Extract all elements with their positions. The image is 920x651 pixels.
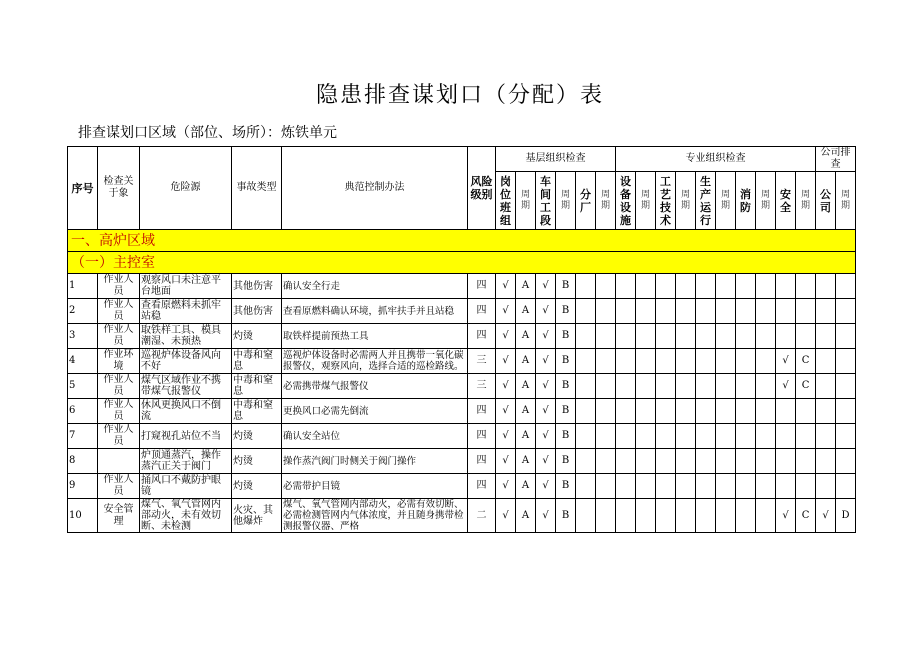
- row-object: 作业人员: [98, 374, 140, 399]
- row-period-cell: [636, 274, 656, 299]
- row-check-cell: [816, 449, 836, 474]
- row-check-cell: [696, 474, 716, 499]
- row-number: 1: [68, 274, 98, 299]
- row-check-cell: [816, 324, 836, 349]
- row-period-cell: B: [556, 299, 576, 324]
- row-period-cell: [716, 374, 736, 399]
- row-period-cell: A: [516, 374, 536, 399]
- row-accident-type: 火灾、其他爆炸: [232, 499, 282, 533]
- header-checker: 车间工段: [536, 172, 556, 230]
- row-period-cell: C: [796, 349, 816, 374]
- row-object: 作业人员: [98, 324, 140, 349]
- row-control-measure: 巡视炉体设备时必需两人并且携带一氧化碳报警仪，观察风向，选择合适的巡检路线。: [282, 349, 468, 374]
- row-check-cell: [736, 449, 756, 474]
- row-check-cell: [696, 324, 716, 349]
- row-check-cell: √: [536, 299, 556, 324]
- row-check-cell: [696, 374, 716, 399]
- area-subtitle: 排查谋划口区域（部位、场所）：炼铁单元: [78, 125, 337, 141]
- row-check-cell: [816, 274, 836, 299]
- row-check-cell: √: [536, 499, 556, 533]
- row-check-cell: [576, 324, 596, 349]
- row-check-cell: √: [776, 374, 796, 399]
- row-risk-level: 四: [468, 324, 496, 349]
- row-period-cell: [796, 474, 816, 499]
- row-period-cell: A: [516, 349, 536, 374]
- row-hazard: 煤气区域作业不携带煤气报警仪: [140, 374, 232, 399]
- section-main-control-room: （一）主控室: [68, 252, 856, 274]
- header-period: 周期: [556, 172, 576, 230]
- row-check-cell: [776, 324, 796, 349]
- row-period-cell: [756, 274, 776, 299]
- row-risk-level: 四: [468, 449, 496, 474]
- row-period-cell: [836, 374, 856, 399]
- header-checker: 岗位班组: [496, 172, 516, 230]
- row-check-cell: [776, 424, 796, 449]
- row-check-cell: [576, 449, 596, 474]
- header-period: 周期: [796, 172, 816, 230]
- table-row: [68, 424, 856, 449]
- row-check-cell: [696, 449, 716, 474]
- row-period-cell: [596, 449, 616, 474]
- row-period-cell: [756, 299, 776, 324]
- table-row: [68, 274, 856, 299]
- row-period-cell: B: [556, 374, 576, 399]
- row-period-cell: A: [516, 399, 536, 424]
- table-row: [68, 299, 856, 324]
- row-check-cell: [656, 274, 676, 299]
- row-check-cell: [736, 424, 756, 449]
- row-check-cell: [736, 324, 756, 349]
- row-period-cell: B: [556, 399, 576, 424]
- section-blast-furnace: 一、高炉区域: [68, 230, 856, 252]
- row-check-cell: √: [536, 374, 556, 399]
- row-control-measure: 更换风口必需先倒流: [282, 399, 468, 424]
- row-period-cell: B: [556, 474, 576, 499]
- header-period: 周期: [636, 172, 656, 230]
- row-control-measure: 查看原燃料确认环境，抓牢扶手并且站稳: [282, 299, 468, 324]
- header-control: 典范控制办法: [282, 147, 468, 230]
- row-check-cell: [696, 349, 716, 374]
- row-check-cell: [776, 449, 796, 474]
- row-check-cell: √: [776, 499, 796, 533]
- header-group-base: 基层组织检查: [496, 147, 616, 172]
- row-period-cell: [636, 374, 656, 399]
- row-period-cell: [836, 424, 856, 449]
- row-hazard: 观察风口未注意平台地面: [140, 274, 232, 299]
- row-object: 作业环境: [98, 349, 140, 374]
- row-check-cell: [656, 449, 676, 474]
- row-check-cell: [576, 424, 596, 449]
- header-checker: 分厂: [576, 172, 596, 230]
- header-period: 周期: [596, 172, 616, 230]
- row-hazard: 查看原燃料未抓牢站稳: [140, 299, 232, 324]
- row-check-cell: [616, 349, 636, 374]
- row-check-cell: [576, 399, 596, 424]
- row-period-cell: [836, 399, 856, 424]
- row-check-cell: √: [536, 349, 556, 374]
- row-object: 作业人员: [98, 399, 140, 424]
- table-row: [68, 499, 856, 533]
- row-period-cell: [596, 374, 616, 399]
- hazard-table: [67, 146, 856, 533]
- row-check-cell: [576, 299, 596, 324]
- row-control-measure: 确认安全行走: [282, 274, 468, 299]
- row-period-cell: [796, 449, 816, 474]
- row-accident-type: 中毒和窒息: [232, 349, 282, 374]
- row-check-cell: √: [496, 324, 516, 349]
- row-risk-level: 三: [468, 374, 496, 399]
- row-check-cell: [736, 374, 756, 399]
- table-row: [68, 474, 856, 499]
- row-accident-type: 灼烫: [232, 324, 282, 349]
- row-check-cell: [656, 299, 676, 324]
- header-checker: 生产运行: [696, 172, 716, 230]
- row-period-cell: C: [796, 499, 816, 533]
- row-period-cell: [756, 449, 776, 474]
- row-period-cell: [836, 449, 856, 474]
- row-period-cell: [756, 499, 776, 533]
- header-risk: 风险级别: [468, 147, 496, 230]
- row-period-cell: [636, 399, 656, 424]
- row-accident-type: 中毒和窒息: [232, 399, 282, 424]
- row-period-cell: [796, 299, 816, 324]
- row-check-cell: [616, 399, 636, 424]
- row-check-cell: [776, 399, 796, 424]
- row-period-cell: [636, 424, 656, 449]
- row-period-cell: [716, 399, 736, 424]
- header-seq: 序号: [68, 147, 98, 230]
- row-period-cell: [796, 274, 816, 299]
- row-period-cell: A: [516, 324, 536, 349]
- row-check-cell: √: [776, 349, 796, 374]
- row-check-cell: [656, 374, 676, 399]
- row-accident-type: 其他伤害: [232, 274, 282, 299]
- row-period-cell: [716, 474, 736, 499]
- row-period-cell: [836, 349, 856, 374]
- row-period-cell: [716, 274, 736, 299]
- row-risk-level: 四: [468, 299, 496, 324]
- row-period-cell: A: [516, 424, 536, 449]
- row-hazard: 休风更换风口不倒流: [140, 399, 232, 424]
- row-check-cell: [696, 274, 716, 299]
- row-period-cell: [636, 449, 656, 474]
- row-check-cell: √: [496, 399, 516, 424]
- row-number: 7: [68, 424, 98, 449]
- row-accident-type: 灼烫: [232, 474, 282, 499]
- row-check-cell: √: [536, 424, 556, 449]
- row-hazard: 取铁样工具、模具潮湿、未预热: [140, 324, 232, 349]
- row-hazard: 煤气、氧气管网内部动火，未有效切断、未检测: [140, 499, 232, 533]
- row-check-cell: √: [496, 474, 516, 499]
- row-check-cell: √: [536, 324, 556, 349]
- row-check-cell: [616, 474, 636, 499]
- row-check-cell: [576, 374, 596, 399]
- row-check-cell: [816, 349, 836, 374]
- row-check-cell: [696, 424, 716, 449]
- row-period-cell: [676, 424, 696, 449]
- row-period-cell: A: [516, 499, 536, 533]
- row-check-cell: [736, 274, 756, 299]
- row-period-cell: [836, 324, 856, 349]
- row-period-cell: [756, 474, 776, 499]
- row-period-cell: [716, 349, 736, 374]
- table-row: [68, 374, 856, 399]
- row-period-cell: [716, 499, 736, 533]
- row-hazard: 打窥视孔站位不当: [140, 424, 232, 449]
- row-object: 作业人员: [98, 474, 140, 499]
- row-accident-type: 中毒和窒息: [232, 374, 282, 399]
- row-period-cell: [596, 349, 616, 374]
- row-check-cell: [696, 299, 716, 324]
- row-check-cell: [656, 424, 676, 449]
- row-period-cell: [676, 324, 696, 349]
- row-period-cell: [716, 299, 736, 324]
- row-check-cell: [736, 499, 756, 533]
- row-period-cell: [836, 274, 856, 299]
- row-number: 3: [68, 324, 98, 349]
- row-check-cell: √: [816, 499, 836, 533]
- header-hazard: 危险源: [140, 147, 232, 230]
- row-check-cell: √: [536, 449, 556, 474]
- row-check-cell: √: [496, 299, 516, 324]
- row-check-cell: √: [496, 499, 516, 533]
- row-period-cell: [636, 499, 656, 533]
- row-check-cell: [616, 299, 636, 324]
- row-check-cell: [576, 499, 596, 533]
- row-check-cell: √: [496, 374, 516, 399]
- row-check-cell: √: [496, 274, 516, 299]
- header-checker: 工艺技术: [656, 172, 676, 230]
- header-period: 周期: [756, 172, 776, 230]
- row-accident-type: 其他伤害: [232, 299, 282, 324]
- row-hazard: 捅风口不戴防护眼镜: [140, 474, 232, 499]
- row-check-cell: [736, 399, 756, 424]
- row-check-cell: [616, 374, 636, 399]
- row-period-cell: [676, 449, 696, 474]
- row-period-cell: [836, 299, 856, 324]
- row-check-cell: √: [496, 424, 516, 449]
- row-period-cell: [756, 324, 776, 349]
- table-row: [68, 449, 856, 474]
- row-check-cell: [816, 374, 836, 399]
- row-period-cell: [756, 349, 776, 374]
- row-accident-type: 灼烫: [232, 424, 282, 449]
- row-period-cell: [676, 399, 696, 424]
- row-check-cell: [736, 349, 756, 374]
- row-period-cell: B: [556, 449, 576, 474]
- header-checker: 设备设施: [616, 172, 636, 230]
- row-accident-type: 灼烫: [232, 449, 282, 474]
- row-check-cell: [616, 449, 636, 474]
- row-risk-level: 三: [468, 349, 496, 374]
- header-period: 周期: [516, 172, 536, 230]
- row-period-cell: [636, 299, 656, 324]
- row-object: 作业人员: [98, 299, 140, 324]
- row-period-cell: [676, 299, 696, 324]
- table-row: [68, 349, 856, 374]
- row-check-cell: [656, 324, 676, 349]
- row-period-cell: [716, 449, 736, 474]
- row-period-cell: [676, 274, 696, 299]
- header-accident: 事故类型: [232, 147, 282, 230]
- row-period-cell: [716, 424, 736, 449]
- row-period-cell: [636, 324, 656, 349]
- header-object: 检查关于象: [98, 147, 140, 230]
- row-control-measure: 操作蒸汽阀门时侧关于阀门操作: [282, 449, 468, 474]
- row-check-cell: [736, 299, 756, 324]
- row-risk-level: 二: [468, 499, 496, 533]
- row-period-cell: [716, 324, 736, 349]
- row-number: 2: [68, 299, 98, 324]
- row-hazard: 巡视炉体设备风向不好: [140, 349, 232, 374]
- row-object: 作业人员: [98, 274, 140, 299]
- row-check-cell: √: [536, 474, 556, 499]
- row-check-cell: [776, 274, 796, 299]
- row-period-cell: C: [796, 374, 816, 399]
- row-period-cell: [796, 424, 816, 449]
- header-group-pro: 专业组织检查: [616, 147, 816, 172]
- row-period-cell: B: [556, 424, 576, 449]
- row-object: 作业人员: [98, 424, 140, 449]
- row-risk-level: 四: [468, 274, 496, 299]
- row-check-cell: [696, 499, 716, 533]
- row-check-cell: [616, 424, 636, 449]
- row-check-cell: [656, 349, 676, 374]
- row-check-cell: [816, 299, 836, 324]
- header-checker: 公司: [816, 172, 836, 230]
- row-period-cell: D: [836, 499, 856, 533]
- row-risk-level: 四: [468, 399, 496, 424]
- page-title: 隐患排查谋划口（分配）表: [315, 83, 604, 108]
- row-period-cell: [596, 324, 616, 349]
- row-period-cell: [756, 374, 776, 399]
- header-period: 周期: [836, 172, 856, 230]
- row-check-cell: [656, 499, 676, 533]
- header-group-company: 公司排查: [816, 147, 856, 172]
- row-period-cell: [756, 399, 776, 424]
- row-number: 8: [68, 449, 98, 474]
- row-period-cell: [676, 474, 696, 499]
- header-checker: 安全: [776, 172, 796, 230]
- row-period-cell: B: [556, 499, 576, 533]
- row-number: 9: [68, 474, 98, 499]
- row-control-measure: 必需携带煤气报警仪: [282, 374, 468, 399]
- row-check-cell: [816, 474, 836, 499]
- row-hazard: 炉顶通蒸汽，操作蒸汽正关于阀门: [140, 449, 232, 474]
- row-period-cell: A: [516, 299, 536, 324]
- row-check-cell: [616, 499, 636, 533]
- row-period-cell: [596, 474, 616, 499]
- row-control-measure: 必需带护目镜: [282, 474, 468, 499]
- row-check-cell: [816, 399, 836, 424]
- row-check-cell: [776, 299, 796, 324]
- row-check-cell: [656, 474, 676, 499]
- row-check-cell: [576, 274, 596, 299]
- row-period-cell: [756, 424, 776, 449]
- row-period-cell: [636, 474, 656, 499]
- row-period-cell: [596, 299, 616, 324]
- row-check-cell: [656, 399, 676, 424]
- row-check-cell: [576, 474, 596, 499]
- row-number: 4: [68, 349, 98, 374]
- row-object: [98, 449, 140, 474]
- row-period-cell: A: [516, 274, 536, 299]
- row-period-cell: [596, 399, 616, 424]
- row-period-cell: [596, 274, 616, 299]
- row-period-cell: [796, 399, 816, 424]
- row-period-cell: B: [556, 349, 576, 374]
- row-period-cell: A: [516, 474, 536, 499]
- row-control-measure: 取铁样提前预热工具: [282, 324, 468, 349]
- row-period-cell: [676, 499, 696, 533]
- table-row: [68, 324, 856, 349]
- row-period-cell: [676, 349, 696, 374]
- row-check-cell: √: [496, 349, 516, 374]
- row-check-cell: [616, 274, 636, 299]
- row-period-cell: B: [556, 324, 576, 349]
- row-check-cell: [736, 474, 756, 499]
- header-period: 周期: [676, 172, 696, 230]
- header-checker: 消防: [736, 172, 756, 230]
- row-check-cell: [616, 324, 636, 349]
- row-check-cell: [576, 349, 596, 374]
- row-check-cell: √: [536, 399, 556, 424]
- row-number: 10: [68, 499, 98, 533]
- row-object: 安全管理: [98, 499, 140, 533]
- row-risk-level: 四: [468, 424, 496, 449]
- row-period-cell: [796, 324, 816, 349]
- row-check-cell: [776, 474, 796, 499]
- row-control-measure: 煤气、氧气管网内部动火，必需有效切断、必需检测管网内气体浓度，并且随身携带检测报警仪器、严格: [282, 499, 468, 533]
- row-period-cell: [836, 474, 856, 499]
- row-period-cell: B: [556, 274, 576, 299]
- row-number: 6: [68, 399, 98, 424]
- row-period-cell: [596, 424, 616, 449]
- row-control-measure: 确认安全站位: [282, 424, 468, 449]
- row-check-cell: [696, 399, 716, 424]
- table-row: [68, 399, 856, 424]
- row-check-cell: [816, 424, 836, 449]
- row-period-cell: A: [516, 449, 536, 474]
- row-number: 5: [68, 374, 98, 399]
- row-check-cell: √: [536, 274, 556, 299]
- row-risk-level: 四: [468, 474, 496, 499]
- row-period-cell: [596, 499, 616, 533]
- header-period: 周期: [716, 172, 736, 230]
- row-period-cell: [676, 374, 696, 399]
- row-period-cell: [636, 349, 656, 374]
- row-check-cell: √: [496, 449, 516, 474]
